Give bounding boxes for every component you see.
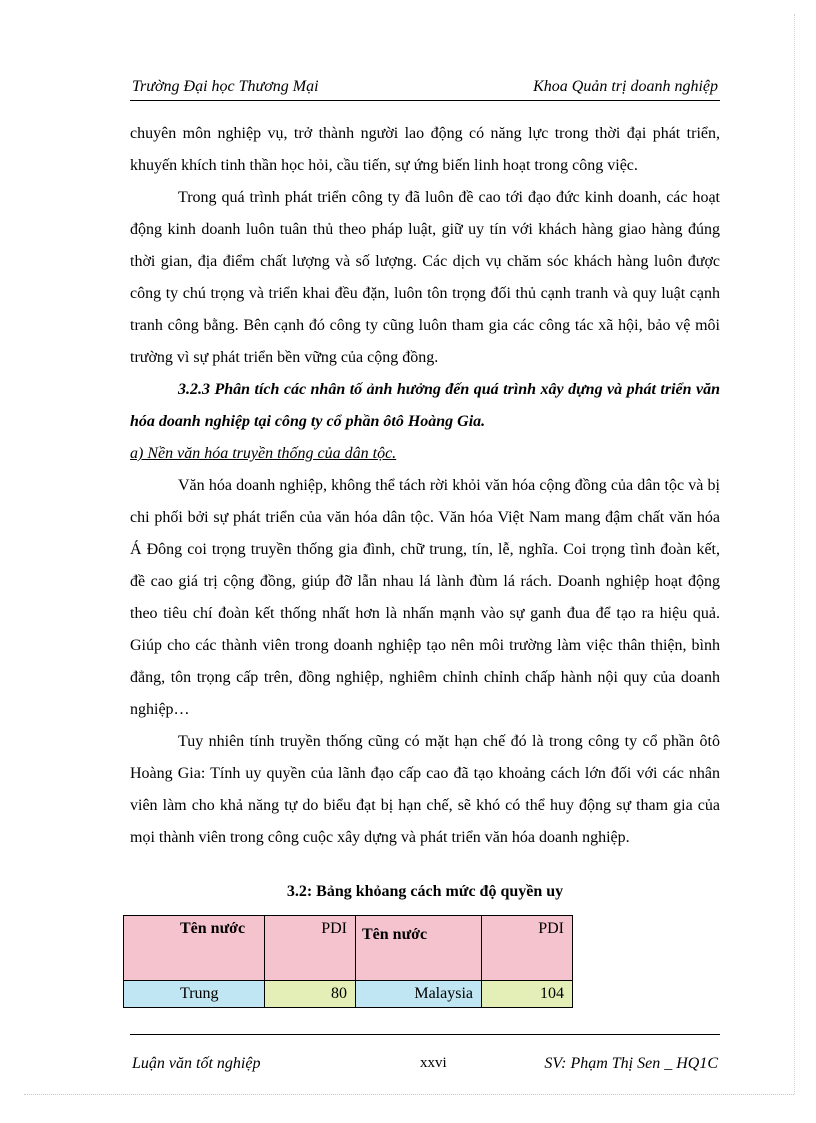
header-faculty: Khoa Quản trị doanh nghiệp xyxy=(533,78,718,95)
header-cell-pdi-1: PDI xyxy=(265,916,356,981)
table-cell: 80 xyxy=(265,981,356,1008)
section-heading: 3.2.3 Phân tích các nhân tố ảnh hưởng đến quá trình xây dựng và phát triển văn hóa doanh nghiệp tại công ty cổ phần ôtô Hoàng Gia. xyxy=(130,381,720,430)
paragraph-4: Tuy nhiên tính truyền thống cũng có mặt hạn chế đó là trong công ty cổ phần ôtô Hoàng Gia: Tính uy quyền của lãnh đạo cấp cao đã tạo khoảng cách lớn đối với các nhân viên làm cho khả năng tự do biểu đạt bị hạn chế, sẽ khó có thể huy động sự tham gia của mọi thành viên trong công cuộc xây dựng và phát triển văn hóa doanh nghiệp. xyxy=(130,733,720,846)
page-edge-right xyxy=(794,14,795,1094)
page-number: xxvi xyxy=(420,1055,447,1071)
table-row xyxy=(124,981,573,1008)
subsection-heading: a) Nền văn hóa truyền thống của dân tộc. xyxy=(130,445,397,462)
paragraph-2: Trong quá trình phát triển công ty đã luôn đề cao tới đạo đức kinh doanh, các hoạt động kinh doanh luôn tuân thủ theo pháp luật, giữ uy tín với khách hàng giao hàng đúng thời gian, địa điểm chất lượng và số lượng. Các dịch vụ chăm sóc khách hàng luôn được công ty chú trọng và triển khai đều đặn, luôn tôn trọng đối thủ cạnh tranh và quy luật cạnh tranh công bằng. Bên cạnh đó công ty cũng luôn tham gia các công tác xã hội, bảo vệ môi trường vì sự phát triển bền vững của cộng đồng. xyxy=(130,189,720,366)
table-cell: Trung xyxy=(124,981,265,1008)
page-header xyxy=(130,76,720,101)
header-cell-country-2: Tên nước xyxy=(356,916,482,981)
header-cell-country-1: Tên nước xyxy=(124,916,265,981)
page-edge-bottom xyxy=(24,1094,794,1095)
footer-thesis: Luận văn tốt nghiệp xyxy=(132,1055,261,1072)
paragraph-3: Văn hóa doanh nghiệp, không thể tách rời khỏi văn hóa cộng đồng của dân tộc và bị chi phối bởi sự phát triển của văn hóa dân tộc. Văn hóa Việt Nam mang đậm chất văn hóa Á Đông coi trọng truyền thống gia đình, chữ trung, tín, lễ, nghĩa. Coi trọng tình đoàn kết, đề cao giá trị cộng đồng, giúp đỡ lẫn nhau lá lành đùm lá rách. Doanh nghiệp hoạt động theo tiêu chí đoàn kết thống nhất hơn là nhấn mạnh vào sự ganh đua để tạo ra hiệu quả. Giúp cho các thành viên trong doanh nghiệp tạo nên môi trường làm việc thân thiện, bình đẳng, tôn trọng cấp trên, đồng nghiệp, nghiêm chỉnh chỉnh chấp hành nội quy của doanh nghiệp… xyxy=(130,477,720,718)
document-body xyxy=(130,118,720,854)
page-footer xyxy=(130,1034,720,1085)
paragraph-1: chuyên môn nghiệp vụ, trở thành người lao động có năng lực trong thời đại phát triển, khuyến khích tinh thần học hỏi, cầu tiến, sự ứng biến linh hoạt trong công việc. xyxy=(130,125,720,174)
table-caption: 3.2: Bảng khỏang cách mức độ quyền uy xyxy=(286,883,564,900)
footer-student: SV: Phạm Thị Sen _ HQ1C xyxy=(544,1055,718,1072)
table-cell: Malaysia xyxy=(356,981,482,1008)
table-header-row xyxy=(124,916,573,981)
pdi-table xyxy=(123,915,573,1008)
header-cell-pdi-2: PDI xyxy=(482,916,573,981)
table-cell: 104 xyxy=(482,981,573,1008)
header-school: Trường Đại học Thương Mại xyxy=(132,78,319,95)
